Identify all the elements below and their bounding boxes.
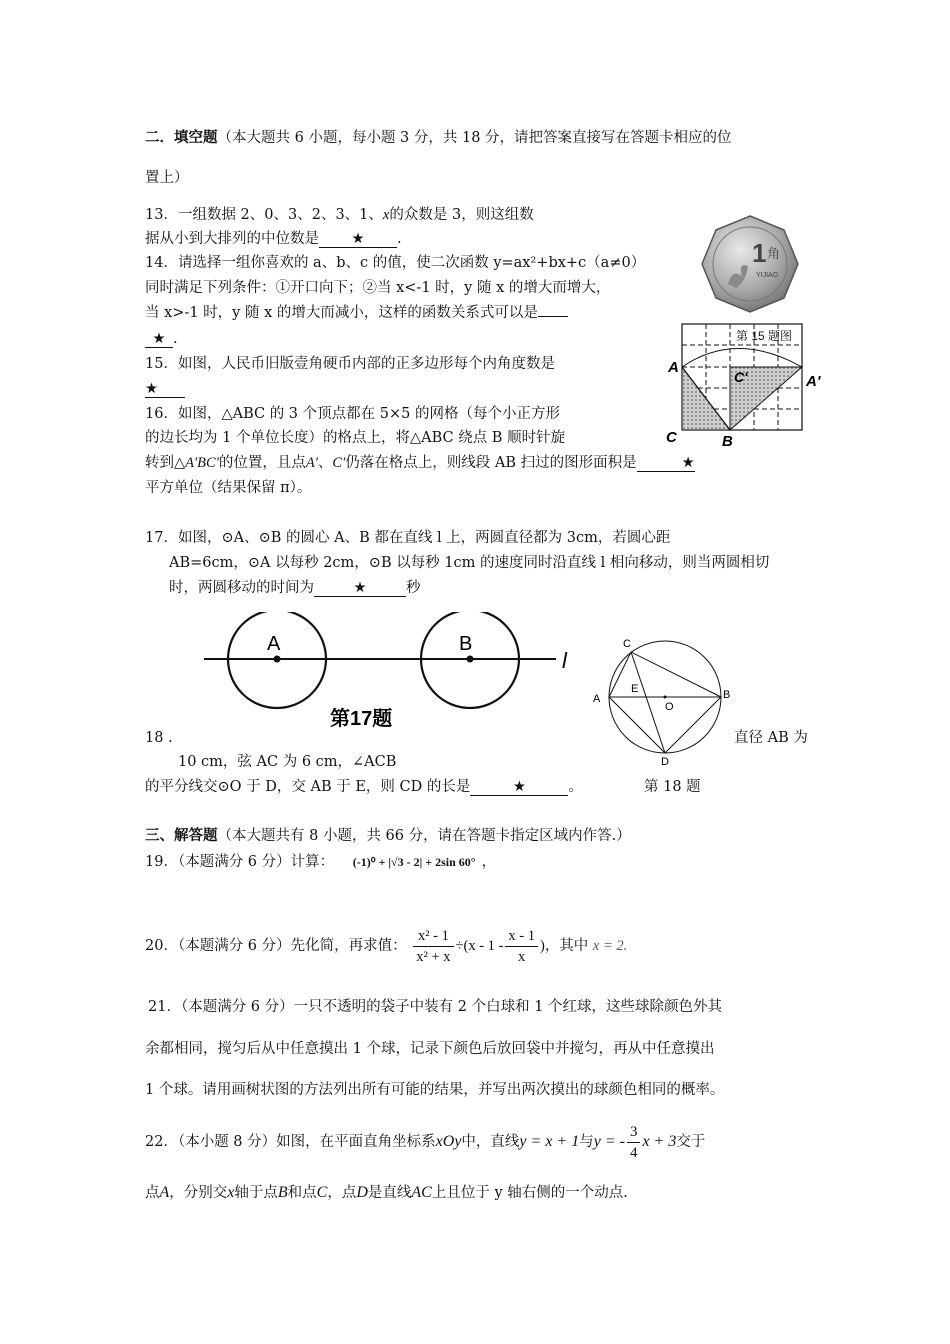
q21-line2: 余都相同，搅匀后从中任意摸出 1 个球，记录下颜色后放回袋中并搅匀，再从中任意摸出 <box>145 1041 715 1057</box>
section3-desc: （本大题共有 8 小题，共 66 分，请在答题卡指定区域内作答.） <box>217 828 631 844</box>
q22-D: D <box>356 1184 368 1201</box>
q22-C: C <box>316 1184 328 1201</box>
q22-fn: 3 <box>627 1122 641 1143</box>
q22-text1a: 22．（本小题 8 分）如图，在平面直角坐标系 <box>145 1134 436 1150</box>
q14-text3: 当 x>-1 时，y 随 x 的增大而减小，这样的函数关系式可以是 <box>145 305 538 321</box>
q14-line3 <box>145 303 568 323</box>
coin-denom: 1 <box>752 238 767 268</box>
fig18 <box>585 632 735 768</box>
q19-expression: (-1)⁰ + |√3 - 2| + 2sin 60° <box>352 855 476 869</box>
q22-fd: 4 <box>629 1144 638 1161</box>
q16-text3a: 转到△ <box>145 455 186 471</box>
fig17 <box>200 612 580 732</box>
q20-fraction2 <box>505 926 538 967</box>
section3-heading <box>145 826 631 846</box>
q20-text: 20．（本题满分 6 分）先化简，再求值： <box>145 938 407 954</box>
fig17-label-l: l <box>562 648 567 673</box>
q22-fraction <box>627 1122 641 1163</box>
q16-line1: 16．如图，△ABC 的 3 个顶点都在 5×5 的网格（每个小正方形 <box>145 406 560 422</box>
q17-line2: AB=6cm，⊙A 以每秒 2cm，⊙B 以每秒 1cm 的速度同时沿直线 l 相向移动，则当两圆相切 <box>169 555 770 571</box>
q13-line2 <box>145 229 402 249</box>
grid-label-B: B <box>722 433 733 450</box>
q22-text2c: 轴于点 <box>234 1185 278 1201</box>
grid-label-A: A <box>668 359 679 376</box>
q14-line2: 同时满足下列条件：①开口向下；②当 x<-1 时，y 随 x 的增大而增大， <box>145 280 611 296</box>
section2-title: 二．填空题 <box>145 129 218 146</box>
q14-answer-blank <box>145 331 173 348</box>
q16-line2: 的边长均为 1 个单位长度）的格点上，将△ABC 绕点 B 顺时针旋 <box>145 430 566 446</box>
q20-condition: x = 2. <box>592 938 628 954</box>
star-icon: ★ <box>353 580 367 596</box>
q22-text1c: 与 <box>579 1134 594 1150</box>
q22-line2 <box>145 1183 628 1203</box>
q20-after: ，其中 <box>544 938 589 954</box>
grid-label-Cp: C' <box>734 369 748 385</box>
q20-close: ) <box>539 938 545 954</box>
q22-text2a: 点 <box>145 1185 160 1201</box>
q16-answer-blank <box>637 455 695 472</box>
q22-text2f: 是直线 <box>367 1185 412 1201</box>
q22-text2b: ，分别交 <box>169 1185 228 1201</box>
section2-desc: （本大题共 6 小题，每小题 3 分，共 18 分，请把答案直接写在答题卡相应的位 <box>217 130 732 146</box>
section2-heading <box>145 128 732 148</box>
q15-answer-blank <box>145 381 185 398</box>
q16-text3c: 的位置，且点 <box>218 455 306 471</box>
q20-num: x² - 1 <box>413 926 453 947</box>
q18-answer-blank <box>470 779 568 796</box>
q22-line1 <box>145 1118 705 1166</box>
q18-line3 <box>145 777 583 797</box>
fig18-label-C: C <box>623 638 631 650</box>
q22-text2d: 和点 <box>287 1185 317 1201</box>
q22-B: B <box>277 1184 288 1201</box>
q16-triangle: A′BC′ <box>185 455 219 471</box>
grid-label-C: C <box>666 429 677 446</box>
q18-line2: 10 cm，弦 AC 为 6 cm，∠ACB <box>178 754 397 770</box>
q22-eq1: y = x + 1 <box>519 1133 580 1150</box>
q13-answer-blank <box>319 231 397 248</box>
q17-end: 秒 <box>406 580 421 596</box>
q14-line4 <box>145 329 178 349</box>
q13-text1b: 的众数是 3，则这组数 <box>389 207 534 223</box>
section2-desc2: 置上） <box>145 170 189 186</box>
grid-figure <box>666 318 836 450</box>
fig18-caption: 第 18 题 <box>644 779 701 795</box>
q16-line3 <box>145 453 695 473</box>
q20-fraction1 <box>413 926 453 967</box>
q18-text3: 的平分线交⊙O 于 D，交 AB 于 E，则 CD 的长是 <box>145 779 471 795</box>
star-icon: ★ <box>512 779 526 795</box>
fig18-label-E: E <box>631 683 639 695</box>
q14-end: . <box>173 331 178 347</box>
star-icon: ★ <box>152 331 166 347</box>
coin-image <box>700 214 800 314</box>
q22-x: x <box>227 1184 235 1201</box>
q22-A: A <box>159 1184 170 1201</box>
q21-line1: 21．（本题满分 6 分）一只不透明的袋子中装有 2 个白球和 1 个红球，这些球除颜色外其 <box>148 999 723 1015</box>
q21-line3: 1 个球。请用画树状图的方法列出所有可能的结果，并写出两次摸出的球颜色相同的概率。 <box>145 1082 725 1098</box>
coin-unit: 角 <box>767 246 781 261</box>
grid-label-Ap: A' <box>806 373 821 390</box>
fig17-label-A: A <box>267 633 281 655</box>
q16-line4: 平方单位（结果保留 π）。 <box>145 480 312 496</box>
q18-end: 。 <box>568 779 583 795</box>
section3-title: 三、解答题 <box>145 827 218 844</box>
star-icon: ★ <box>351 231 365 247</box>
q20-line <box>145 922 627 970</box>
q16-sep: 、 <box>317 455 333 471</box>
fig18-label-A: A <box>593 693 601 705</box>
q22-text2g: 上且位于 y 轴右侧的一个动点. <box>431 1185 628 1201</box>
q17-answer-blank <box>314 580 406 597</box>
q22-eq2a: y = - <box>593 1133 625 1150</box>
q22-AC: AC <box>411 1184 432 1201</box>
q22-text1d: 交于 <box>676 1134 706 1150</box>
fig17-label-B: B <box>459 633 473 655</box>
q13-text2: 据从小到大排列的中位数是 <box>145 231 319 247</box>
q20-den: x² + x <box>416 948 451 965</box>
q19-line <box>145 852 496 872</box>
fig18-label-O: O <box>665 701 674 713</box>
q14-line1: 14．请选择一组你喜欢的 a、b、c 的值，使二次函数 y=ax²+bx+c（a≠0） <box>145 255 646 271</box>
q18-line1b: 直径 AB 为 <box>734 730 808 746</box>
q19-end: ， <box>481 854 497 870</box>
q20-den2: x <box>518 948 526 965</box>
star-icon: ★ <box>145 381 158 397</box>
fig18-label-B: B <box>723 689 731 701</box>
fig18-label-D: D <box>661 756 669 768</box>
star-icon: ★ <box>681 455 695 471</box>
q14-blank-a <box>538 316 568 317</box>
grid-caption: 第 15 题图 <box>736 329 793 343</box>
q13-x: x <box>382 207 390 223</box>
q13-end: . <box>397 231 402 247</box>
q22-xOy: xOy <box>435 1133 462 1150</box>
q17-text3: 时，两圆移动的时间为 <box>169 580 314 596</box>
q16-text3g: 仍落在格点上，则线段 AB 扫过的图形面积是 <box>345 455 637 471</box>
fig17-caption: 第17题 <box>330 708 393 730</box>
q22-text2e: ，点 <box>327 1185 357 1201</box>
q13-line1 <box>145 205 534 225</box>
q18-line1a: 18 . <box>145 730 173 746</box>
q20-num2: x - 1 <box>505 926 538 947</box>
q17-line3 <box>169 578 421 598</box>
q22-text1b: 中，直线 <box>461 1134 520 1150</box>
q15-line2 <box>145 379 185 399</box>
q19-text: 19．（本题满分 6 分）计算： <box>145 854 335 870</box>
coin-pinyin: YIJIAO <box>756 272 779 279</box>
q22-eq2b: x + 3 <box>642 1133 677 1150</box>
q20-div: ÷(x - 1 - <box>455 938 504 954</box>
q13-text1: 13．一组数据 2、0、3、2、3、1、 <box>145 207 383 223</box>
q16-Cp: C′ <box>332 455 346 471</box>
q16-Ap: A′ <box>305 455 318 471</box>
q15-line1: 15．如图，人民币旧版壹角硬币内部的正多边形每个内角度数是 <box>145 356 555 372</box>
q17-line1: 17．如图，⊙A、⊙B 的圆心 A、B 都在直线 l 上，两圆直径都为 3cm，若圆心距 <box>145 530 671 546</box>
